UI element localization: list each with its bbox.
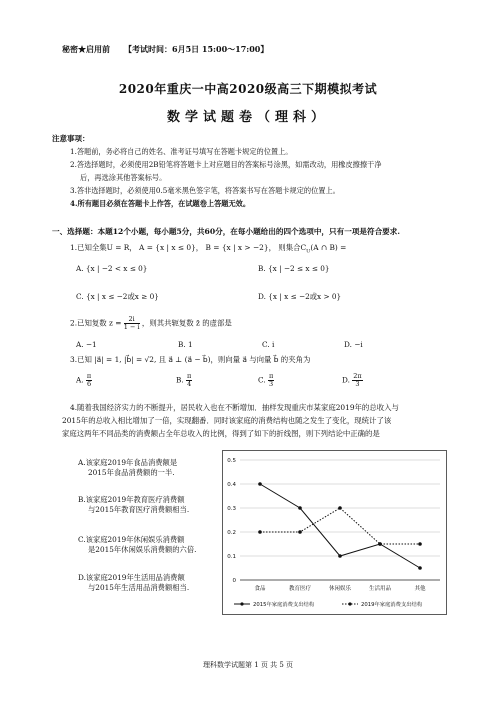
data-point xyxy=(338,554,342,558)
option-numerator: π xyxy=(86,372,92,380)
option-line: C.该家庭2019年休闲娱乐消费额 xyxy=(78,535,185,544)
data-point xyxy=(418,566,422,570)
exam-time: 【考试时间：6月5日 15:00～17:00】 xyxy=(124,44,269,54)
question-4-line: 4.随着我国经济实力的不断提升，居民收入也在不断增加．抽样发现重庆市某家庭2019年的总收入与 xyxy=(70,403,399,412)
fraction-numerator: 2i xyxy=(124,316,140,324)
data-point xyxy=(418,542,422,546)
question-1-stem: 1.已知全集U = R， A = {x | x ≤ 0}， B = {x | x > −2}， 则集合C xyxy=(70,243,307,252)
option-label: B. xyxy=(176,375,184,385)
fraction-denominator: 1 − i xyxy=(123,323,140,331)
y-tick-label: 0.2 xyxy=(227,530,236,536)
question-1: 1.已知全集U = R， A = {x | x ≤ 0}， B = {x | x > −2}， 则集合$C_U(A$ ∩ B) = xyxy=(70,243,347,255)
option-line: 与2015年生活用品消费额相当. xyxy=(88,583,190,592)
q3-option-d xyxy=(342,373,363,388)
note-item: 2.答选择题时，必须使用2B铅笔将答题卡上对应题目的答案标号涂黑，如需改动，用橡皮擦擦干净 xyxy=(70,160,382,169)
consumption-line-chart xyxy=(222,450,447,615)
x-tick-label: 生活用品 xyxy=(368,586,392,592)
q4-option-c xyxy=(78,535,196,555)
secret-label: 秘密★启用前 xyxy=(62,44,110,54)
x-tick-label: 教育医疗 xyxy=(288,586,312,592)
series-line xyxy=(260,508,420,544)
question-4-line: 2015年的总收入相比增加了一倍，实现翻番．同时该家庭的消费结构也随之发生了变化，现统计了该 xyxy=(62,416,392,425)
y-tick-label: 0.3 xyxy=(227,506,236,512)
data-point xyxy=(298,506,302,510)
q2-option-c: C. i xyxy=(262,340,275,349)
legend-label: 2015年家庭消费支出结构 xyxy=(253,602,315,608)
section-heading: 一、选择题：本题12个小题，每小题5分，共60分，在每小题给出的四个选项中，只有一项是符合要求. xyxy=(52,227,400,236)
q2-option-d: D. −i xyxy=(344,340,363,349)
option-label: D. xyxy=(342,375,350,385)
x-tick-label: 其他 xyxy=(414,586,426,592)
question-1-stem-tail: (A ∩ B) = xyxy=(310,243,347,252)
option-label: C. xyxy=(258,375,266,385)
exam-subtitle: 数学试题卷（理科） xyxy=(166,110,329,125)
option-label: A. xyxy=(76,375,84,385)
q3-option-b xyxy=(176,373,192,388)
note-item: 后，再选涂其他答案标号。 xyxy=(80,173,167,182)
option-numerator: π xyxy=(268,372,274,380)
x-tick-label: 休闲娱乐 xyxy=(328,586,352,592)
y-tick-label: 0 xyxy=(232,578,236,584)
question-2 xyxy=(70,316,232,331)
q4-option-b xyxy=(78,495,189,515)
page-footer: 理科数学试题第 1 页 共 5 页 xyxy=(202,661,294,669)
x-tick-label: 食品 xyxy=(254,586,266,592)
q1-option-a: A. {x | −2 < x ≤ 0} xyxy=(76,264,148,273)
data-point xyxy=(258,482,262,486)
option-line: 是2015年休闲娱乐消费额的六倍. xyxy=(88,545,197,554)
question-2-fraction xyxy=(124,316,140,331)
notes-title: 注意事项： xyxy=(52,134,90,143)
q3-option-a xyxy=(76,373,92,388)
legend-marker xyxy=(240,602,243,605)
data-point xyxy=(258,530,262,534)
option-numerator: π xyxy=(187,372,192,380)
option-denominator: 3 xyxy=(269,380,274,388)
question-4-line: 家庭这两年不同品类的消费额占全年总收入的比例，得到了如下的折线图，则下列结论中正确的是 xyxy=(62,429,380,438)
exam-title: 2020年重庆一中高2020级高三下期模拟考试 xyxy=(118,82,378,96)
legend-marker xyxy=(348,602,351,605)
question-3-stem: 3.已知 |a⃗| = 1, |b⃗| = √2, 且 a⃗ ⊥ (a⃗ − b⃗)，则向量 a⃗ 与向量 b⃗ 的夹角为 xyxy=(70,355,311,364)
legend-label: 2019年家庭消费支出结构 xyxy=(361,602,423,608)
q3-option-c xyxy=(258,373,274,388)
data-point xyxy=(338,506,342,510)
data-point xyxy=(378,542,382,546)
q1-option-d: D. {x | x ≤ −2或x > 0} xyxy=(258,292,342,301)
option-line: 2015年食品消费额的一半. xyxy=(88,468,175,477)
option-line: 与2015年教育医疗消费额相当. xyxy=(88,505,190,514)
option-line: A.该家庭2019年食品消费额是 xyxy=(78,458,178,467)
note-item: 4.所有题目必须在答题卡上作答，在试题卷上答题无效。 xyxy=(70,199,251,208)
y-tick-label: 0.5 xyxy=(227,458,236,464)
y-tick-label: 0.4 xyxy=(227,482,236,488)
option-denominator: 3 xyxy=(355,380,360,388)
note-item: 3.答非选择题时，必须使用0.5毫米黑色签字笔，将答案书写在答题卡规定的位置上。 xyxy=(70,186,340,195)
option-line: B.该家庭2019年教育医疗消费额 xyxy=(78,495,185,504)
q4-option-d xyxy=(78,573,189,593)
q1-option-b: B. {x | −2 ≤ x ≤ 0} xyxy=(258,264,330,273)
data-point xyxy=(298,530,302,534)
q1-option-c: C. {x | x ≤ −2或x ≥ 0} xyxy=(76,292,159,301)
q2-option-a: A. −1 xyxy=(76,340,97,349)
note-item: 1.答题前，务必将自己的姓名、准考证号填写在答题卡规定的位置上。 xyxy=(70,147,293,156)
option-denominator: 4 xyxy=(187,380,192,388)
question-2-stem-a: 2.已知复数 z = xyxy=(70,318,122,328)
option-denominator: 6 xyxy=(86,380,92,388)
option-line: D.该家庭2019年生活用品消费额 xyxy=(78,573,185,582)
q2-option-b: B. 1 xyxy=(178,340,193,349)
q4-option-a xyxy=(78,458,177,478)
option-numerator: 2π xyxy=(353,372,362,380)
y-tick-label: 0.1 xyxy=(227,554,236,560)
question-2-stem-b: ，则其共轭复数 z̄ 的虚部是 xyxy=(141,318,232,328)
